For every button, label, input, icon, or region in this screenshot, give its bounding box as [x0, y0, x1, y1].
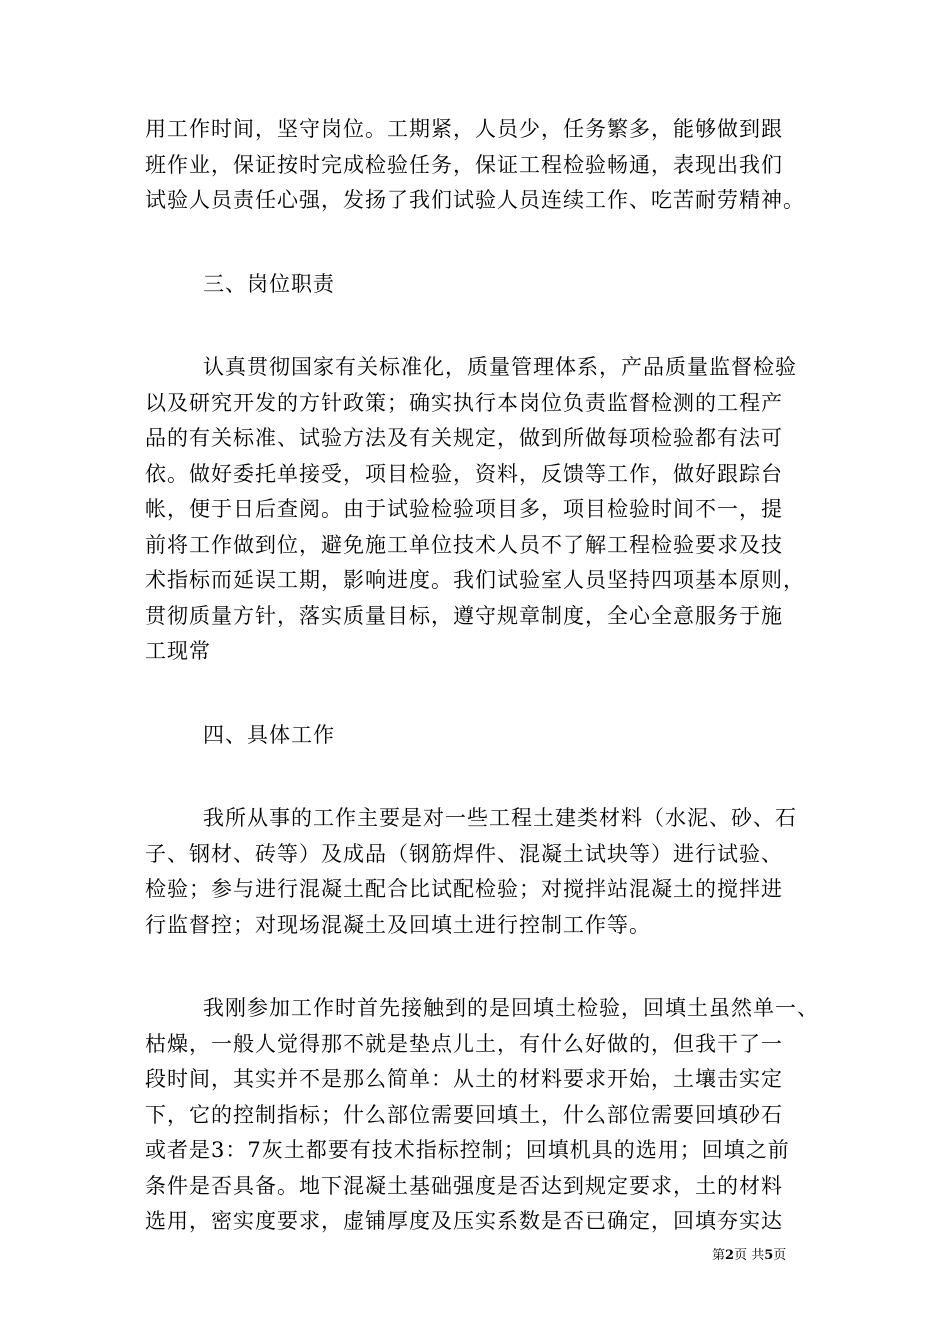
section-heading-work: 四、具体工作 — [203, 722, 335, 747]
text-line: 术指标而延误工期，影响进度。我们试验室人员坚持四项基本原则， — [145, 568, 805, 592]
paragraph-gap — [145, 753, 810, 801]
text-line: 或者是3：7灰土都要有技术指标控制；回填机具的选用；回填之前 — [145, 1138, 790, 1162]
text-line: 选用，密实度要求，虚铺厚度及压实系数是否已确定，回填夯实达 — [145, 1209, 783, 1233]
text-line: 试验人员责任心强，发扬了我们试验人员连续工作、吃苦耐劳精神。 — [145, 188, 805, 212]
footer-prefix: 第 — [712, 1248, 726, 1263]
paragraph-gap — [145, 670, 810, 718]
text-line: 检验；参与进行混凝土配合比试配检验；对搅拌站混凝土的搅拌进 — [145, 877, 783, 901]
paragraph-continuation — [145, 112, 810, 219]
text-line: 我所从事的工作主要是对一些工程土建类材料（水泥、砂、石 — [203, 806, 797, 830]
text-line: 枯燥，一般人觉得那不就是垫点儿土，有什么好做的，但我干了一 — [145, 1031, 783, 1056]
footer-suffix: 页 — [773, 1248, 787, 1263]
text-line: 认真贯彻国家有关标准化，质量管理体系，产品质量监督检验 — [203, 355, 797, 379]
paragraph-backfill — [145, 991, 819, 1240]
text-line: 贯彻质量方针，落实质量目标，遵守规章制度，全心全意服务于施 — [145, 603, 783, 628]
paragraph-duties — [145, 350, 810, 670]
text-line: 用工作时间，坚守岗位。工期紧，人员少，任务繁多，能够做到跟 — [145, 117, 783, 141]
text-line: 依。做好委托单接受，项目检验，资料，反馈等工作，做好跟踪台 — [145, 461, 783, 486]
text-line: 品的有关标准、试验方法及有关规定，做到所做每项检验都有法可 — [145, 426, 783, 450]
paragraph-work — [145, 801, 810, 943]
text-line: 下，它的控制指标；什么部位需要回填土，什么部位需要回填砂石 — [145, 1102, 783, 1127]
paragraph-gap — [145, 219, 810, 267]
text-line: 条件是否具备。地下混凝土基础强度是否达到规定要求，土的材料 — [145, 1173, 783, 1198]
text-line: 以及研究开发的方针政策；确实执行本岗位负责监督检测的工程产 — [145, 390, 783, 415]
text-line: 帐，便于日后查阅。由于试验检验项目多，项目检验时间不一，提 — [145, 497, 783, 521]
footer-middle: 页 共 — [734, 1248, 765, 1263]
paragraph-gap — [145, 302, 810, 350]
page-number-footer — [712, 1248, 786, 1264]
current-page-number: 2 — [725, 1248, 735, 1263]
text-line: 前将工作做到位，避免施工单位技术人员不了解工程检验要求及技 — [145, 532, 783, 557]
paragraph-gap — [145, 943, 810, 991]
text-line: 工现常 — [145, 639, 211, 663]
document-body — [145, 112, 819, 1240]
total-page-count: 5 — [764, 1248, 774, 1263]
text-line: 行监督控；对现场混凝土及回填土进行控制工作等。 — [145, 912, 651, 937]
text-line: 班作业，保证按时完成检验任务，保证工程检验畅通，表现出我们 — [145, 152, 783, 177]
section-heading-duties: 三、岗位职责 — [203, 271, 335, 296]
text-line: 我刚参加工作时首先接触到的是回填土检验，回填土虽然单一、 — [203, 996, 819, 1020]
text-line: 子、钢材、砖等）及成品（钢筋焊件、混凝土试块等）进行试验、 — [145, 841, 783, 866]
text-line: 段时间，其实并不是那么简单：从土的材料要求开始，土壤击实定 — [145, 1067, 783, 1091]
